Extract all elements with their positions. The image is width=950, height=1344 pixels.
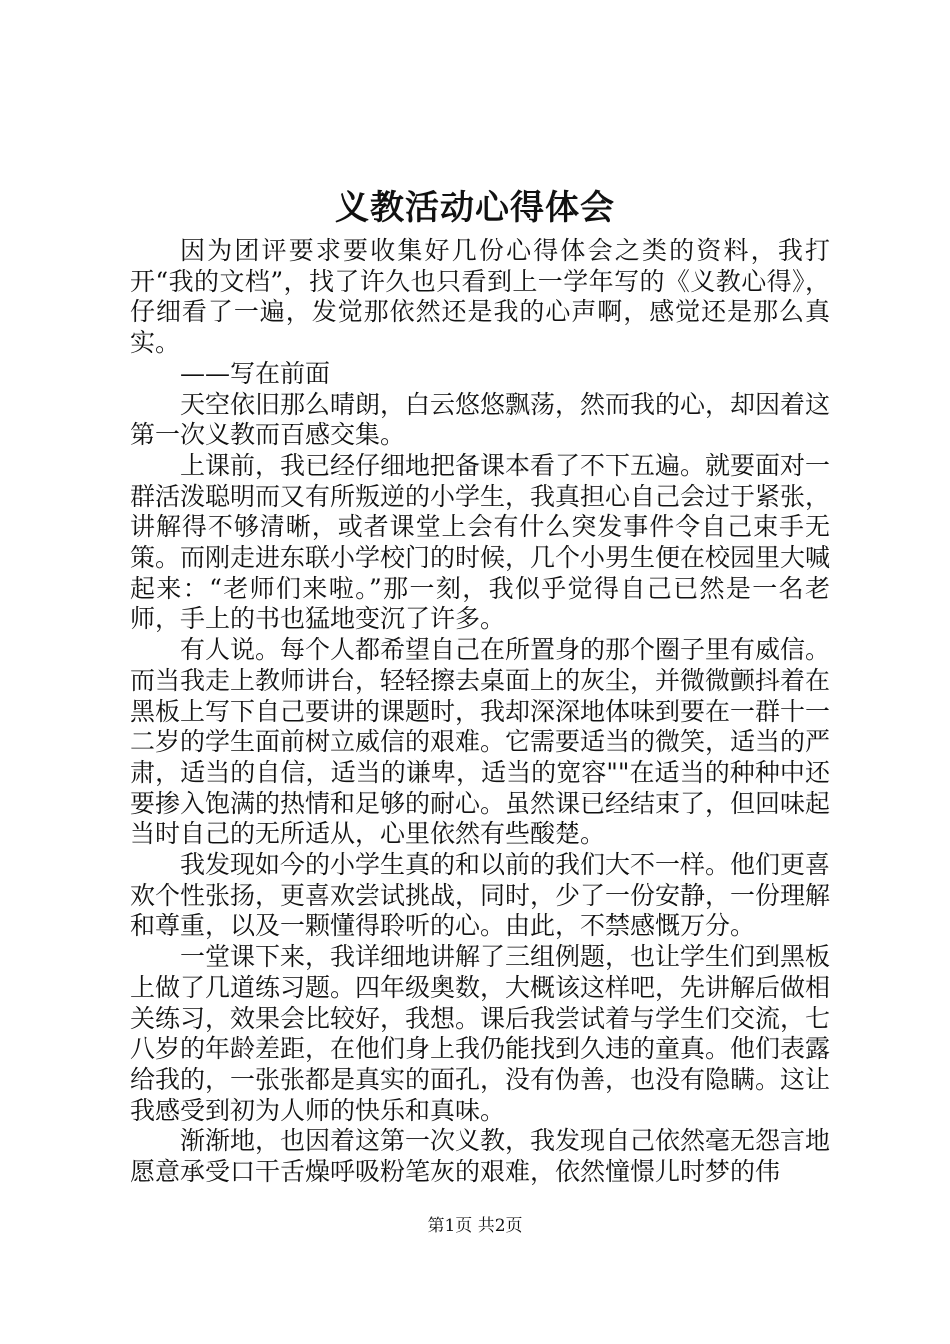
paragraph-3: 天空依旧那么晴朗，白云悠悠飘荡，然而我的心，却因着这第一次义教而百感交集。 [130,389,831,450]
paragraph-1: 因为团评要求要收集好几份心得体会之类的资料，我打开“我的文档”，找了许久也只看到上一学年写的《义教心得》，仔细看了一遍，发觉那依然还是我的心声啊，感觉还是那么真实。 [130,236,830,358]
page-footer: 第1页 共2页 [427,1216,523,1236]
paragraph-5: 有人说。每个人都希望自己在所置身的那个圈子里有威信。而当我走上教师讲台，轻轻擦去桌面上的灰尘，并微微颤抖着在黑板上写下自己要讲的课题时，我却深深地体味到要在一群十一二岁的学生面前树立威信的艰难。它需要适当的微笑，适当的严肃，适当的自信，适当的谦卑，适当的宽容""在适当的种种中还要掺入饱满的热情和足够的耐心。虽然课已经结束了，但回味起当时自己的无所适从，心里依然有些酸楚。 [130,635,831,849]
paragraph-7: 一堂课下来，我详细地讲解了三组例题，也让学生们到黑板上做了几道练习题。四年级奥数，大概该这样吧，先讲解后做相关练习，效果会比较好，我想。课后我尝试着与学生们交流，七八岁的年龄差距，在他们身上我仍能找到久违的童真。他们表露给我的，一张张都是真实的面孔，没有伪善，也没有隐瞒。这让我感受到初为人师的快乐和真味。 [130,942,831,1125]
paragraph-6: 我发现如今的小学生真的和以前的我们大不一样。他们更喜欢个性张扬，更喜欢尝试挑战，同时，少了一份安静，一份理解和尊重，以及一颗懂得聆听的心。由此，不禁感慨万分。 [130,850,831,941]
paragraph-4: 上课前，我已经仔细地把备课本看了不下五遍。就要面对一群活泼聪明而又有所叛逆的小学生，我真担心自己会过于紧张，讲解得不够清晰，或者课堂上会有什么突发事件令自己束手无策。而刚走进东联小学校门的时候，几个小男生便在校园里大喊起来：“老师们来啦。”那一刻，我似乎觉得自己已然是一名老师，手上的书也猛地变沉了许多。 [130,450,831,634]
document-title: 义教活动心得体会 [335,188,615,228]
document-body [130,236,830,1188]
paragraph-2: ——写在前面 [180,358,331,388]
paragraph-8: 渐渐地，也因着这第一次义教，我发现自己依然毫无怨言地愿意承受口干舌燥呼吸粉笔灰的艰难，依然憧憬儿时梦的伟 [130,1126,831,1187]
